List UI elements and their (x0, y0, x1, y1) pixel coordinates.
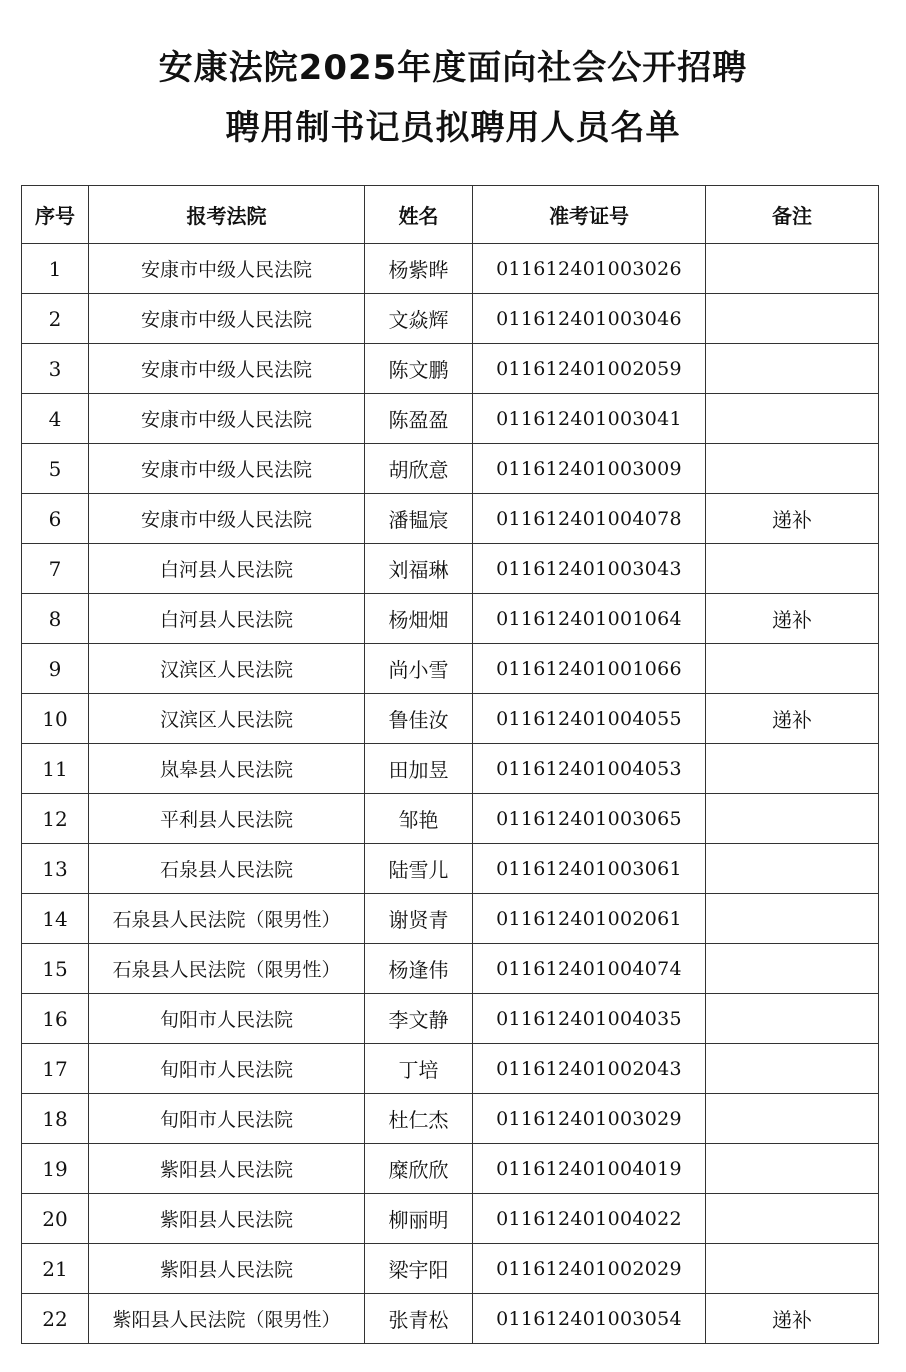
cell-index: 21 (22, 1244, 89, 1294)
table-row (22, 1044, 879, 1094)
table-row (22, 1194, 879, 1244)
cell-note (706, 1244, 879, 1294)
cell-note (706, 294, 879, 344)
cell-index: 11 (22, 744, 89, 794)
cell-court: 安康市中级人民法院 (89, 344, 365, 394)
cell-ticket-number: 011612401001066 (473, 644, 706, 694)
cell-name: 丁培 (365, 1044, 473, 1094)
cell-note (706, 344, 879, 394)
table-row (22, 294, 879, 344)
cell-index: 6 (22, 494, 89, 544)
cell-ticket-number: 011612401003041 (473, 394, 706, 444)
cell-note (706, 844, 879, 894)
cell-index: 20 (22, 1194, 89, 1244)
cell-name: 糜欣欣 (365, 1144, 473, 1194)
header-court: 报考法院 (89, 186, 365, 244)
cell-name: 梁宇阳 (365, 1244, 473, 1294)
cell-index: 15 (22, 944, 89, 994)
cell-ticket-number: 011612401002061 (473, 894, 706, 944)
cell-court: 旬阳市人民法院 (89, 1094, 365, 1144)
cell-note (706, 1194, 879, 1244)
table-row (22, 344, 879, 394)
cell-index: 13 (22, 844, 89, 894)
cell-index: 2 (22, 294, 89, 344)
cell-name: 陈盈盈 (365, 394, 473, 444)
cell-ticket-number: 011612401004074 (473, 944, 706, 994)
cell-index: 3 (22, 344, 89, 394)
table-row (22, 544, 879, 594)
cell-name: 柳丽明 (365, 1194, 473, 1244)
cell-note (706, 944, 879, 994)
cell-ticket-number: 011612401004019 (473, 1144, 706, 1194)
cell-note (706, 644, 879, 694)
cell-court: 石泉县人民法院（限男性） (89, 894, 365, 944)
header-name: 姓名 (365, 186, 473, 244)
cell-court: 白河县人民法院 (89, 544, 365, 594)
cell-note: 递补 (706, 494, 879, 544)
cell-index: 1 (22, 244, 89, 294)
cell-court: 白河县人民法院 (89, 594, 365, 644)
table-row (22, 244, 879, 294)
table-row (22, 794, 879, 844)
cell-court: 紫阳县人民法院 (89, 1244, 365, 1294)
table-row (22, 894, 879, 944)
cell-ticket-number: 011612401003061 (473, 844, 706, 894)
table-row (22, 394, 879, 444)
cell-court: 安康市中级人民法院 (89, 444, 365, 494)
cell-name: 邹艳 (365, 794, 473, 844)
cell-index: 19 (22, 1144, 89, 1194)
cell-court: 安康市中级人民法院 (89, 494, 365, 544)
cell-name: 谢贤青 (365, 894, 473, 944)
cell-note (706, 1144, 879, 1194)
cell-note: 递补 (706, 1294, 879, 1344)
cell-index: 14 (22, 894, 89, 944)
cell-ticket-number: 011612401003009 (473, 444, 706, 494)
cell-ticket-number: 011612401001064 (473, 594, 706, 644)
cell-note (706, 994, 879, 1044)
cell-index: 17 (22, 1044, 89, 1094)
cell-court: 岚皋县人民法院 (89, 744, 365, 794)
cell-index: 4 (22, 394, 89, 444)
cell-name: 陆雪儿 (365, 844, 473, 894)
table-row (22, 994, 879, 1044)
cell-note (706, 744, 879, 794)
cell-name: 刘福琳 (365, 544, 473, 594)
table-header-row (22, 186, 879, 244)
cell-court: 旬阳市人民法院 (89, 1044, 365, 1094)
cell-name: 杨紫晔 (365, 244, 473, 294)
cell-court: 安康市中级人民法院 (89, 294, 365, 344)
document-title-line-1: 安康法院2025年度面向社会公开招聘 (158, 48, 748, 88)
document-title-line-2: 聘用制书记员拟聘用人员名单 (225, 108, 681, 148)
cell-court: 安康市中级人民法院 (89, 244, 365, 294)
table-row (22, 1144, 879, 1194)
cell-index: 5 (22, 444, 89, 494)
table-row (22, 494, 879, 544)
table-row (22, 644, 879, 694)
cell-note: 递补 (706, 594, 879, 644)
cell-note (706, 1044, 879, 1094)
cell-court: 汉滨区人民法院 (89, 694, 365, 744)
cell-ticket-number: 011612401004022 (473, 1194, 706, 1244)
cell-name: 鲁佳汝 (365, 694, 473, 744)
cell-note (706, 244, 879, 294)
cell-court: 紫阳县人民法院（限男性） (89, 1294, 365, 1344)
cell-index: 7 (22, 544, 89, 594)
cell-court: 石泉县人民法院 (89, 844, 365, 894)
cell-name: 陈文鹏 (365, 344, 473, 394)
cell-name: 李文静 (365, 994, 473, 1044)
cell-index: 18 (22, 1094, 89, 1144)
table-header (22, 186, 879, 244)
cell-court: 旬阳市人民法院 (89, 994, 365, 1044)
cell-ticket-number: 011612401003065 (473, 794, 706, 844)
cell-note (706, 794, 879, 844)
table-row (22, 594, 879, 644)
header-note: 备注 (706, 186, 879, 244)
cell-ticket-number: 011612401003043 (473, 544, 706, 594)
cell-court: 紫阳县人民法院 (89, 1194, 365, 1244)
cell-ticket-number: 011612401002059 (473, 344, 706, 394)
cell-court: 紫阳县人民法院 (89, 1144, 365, 1194)
cell-note (706, 444, 879, 494)
cell-ticket-number: 011612401004055 (473, 694, 706, 744)
cell-ticket-number: 011612401003029 (473, 1094, 706, 1144)
cell-index: 22 (22, 1294, 89, 1344)
cell-note (706, 394, 879, 444)
cell-index: 12 (22, 794, 89, 844)
cell-name: 尚小雪 (365, 644, 473, 694)
cell-name: 杨逢伟 (365, 944, 473, 994)
cell-note (706, 894, 879, 944)
table-row (22, 744, 879, 794)
cell-name: 文焱辉 (365, 294, 473, 344)
cell-ticket-number: 011612401003046 (473, 294, 706, 344)
cell-name: 张青松 (365, 1294, 473, 1344)
cell-index: 10 (22, 694, 89, 744)
cell-name: 杜仁杰 (365, 1094, 473, 1144)
candidate-table (21, 185, 879, 1344)
cell-ticket-number: 011612401003026 (473, 244, 706, 294)
header-index: 序号 (22, 186, 89, 244)
table-row (22, 944, 879, 994)
cell-name: 田加昱 (365, 744, 473, 794)
cell-name: 胡欣意 (365, 444, 473, 494)
header-ticket-number: 准考证号 (473, 186, 706, 244)
cell-court: 汉滨区人民法院 (89, 644, 365, 694)
cell-court: 石泉县人民法院（限男性） (89, 944, 365, 994)
cell-note (706, 1094, 879, 1144)
table-row (22, 1294, 879, 1344)
cell-ticket-number: 011612401002029 (473, 1244, 706, 1294)
table-row (22, 444, 879, 494)
cell-court: 平利县人民法院 (89, 794, 365, 844)
cell-index: 9 (22, 644, 89, 694)
cell-ticket-number: 011612401004078 (473, 494, 706, 544)
cell-ticket-number: 011612401003054 (473, 1294, 706, 1344)
cell-ticket-number: 011612401004053 (473, 744, 706, 794)
table-row (22, 694, 879, 744)
table-row (22, 844, 879, 894)
table-row (22, 1094, 879, 1144)
cell-name: 杨畑畑 (365, 594, 473, 644)
cell-ticket-number: 011612401002043 (473, 1044, 706, 1094)
cell-court: 安康市中级人民法院 (89, 394, 365, 444)
cell-index: 16 (22, 994, 89, 1044)
cell-note: 递补 (706, 694, 879, 744)
table-row (22, 1244, 879, 1294)
cell-name: 潘韫宸 (365, 494, 473, 544)
cell-ticket-number: 011612401004035 (473, 994, 706, 1044)
cell-index: 8 (22, 594, 89, 644)
cell-note (706, 544, 879, 594)
table-body (22, 244, 879, 1344)
